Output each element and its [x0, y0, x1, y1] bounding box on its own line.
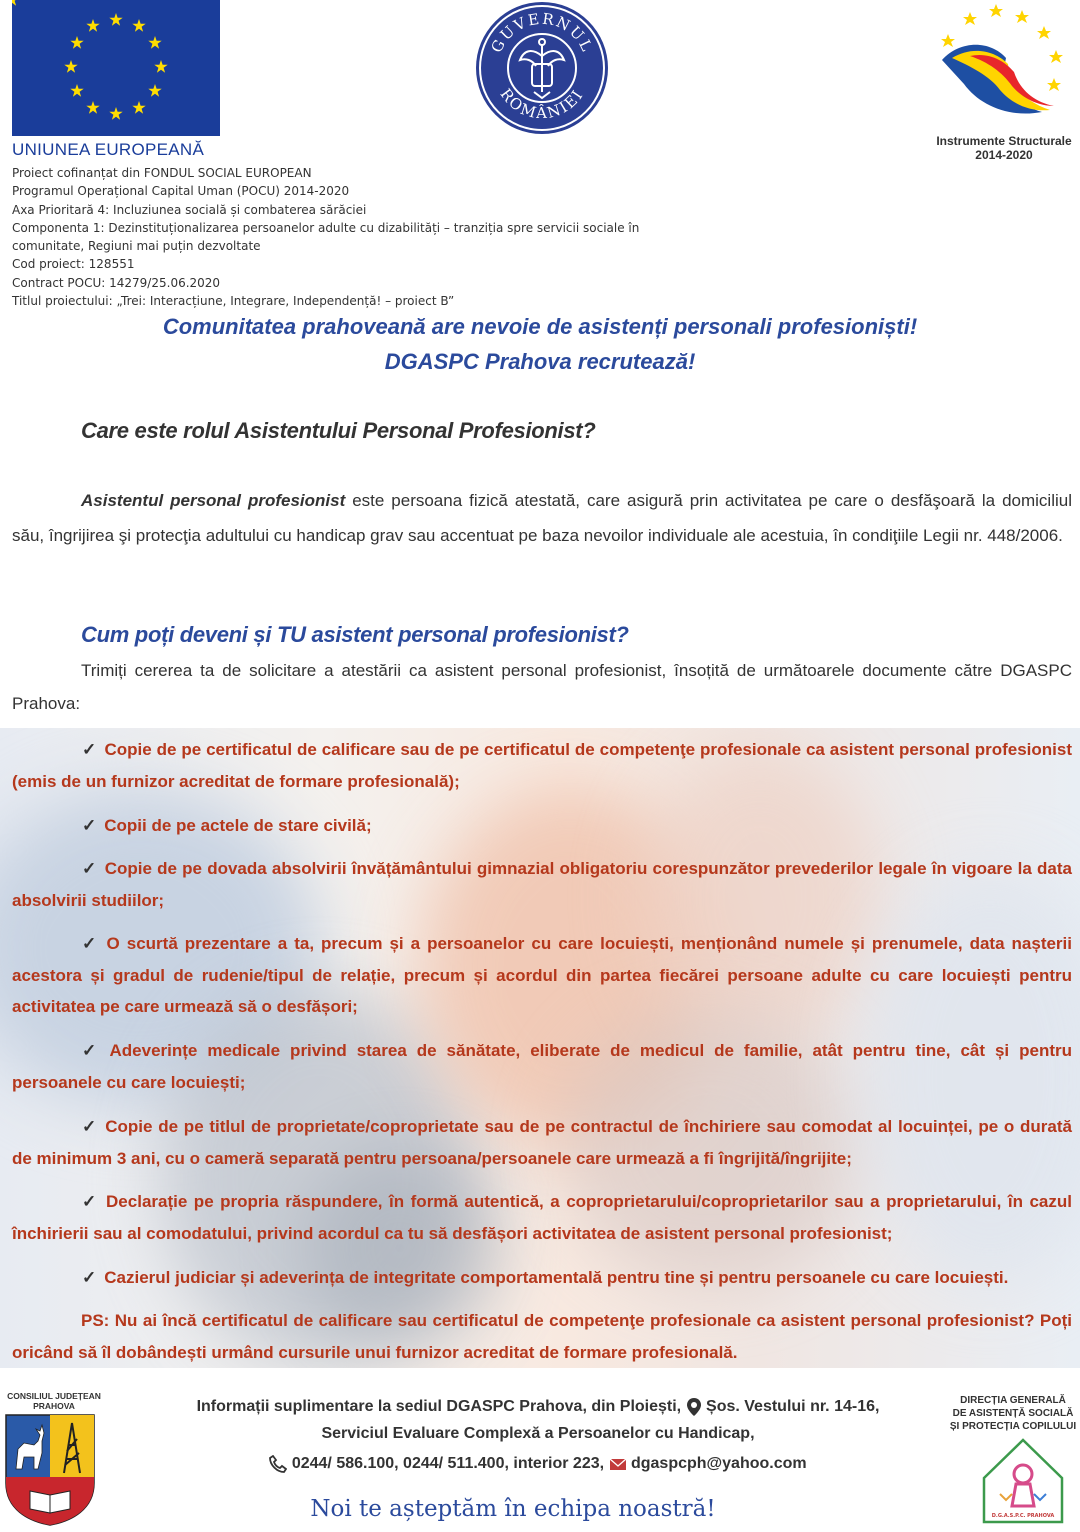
instrumente-structurale-label	[928, 134, 1080, 162]
document-text: Adeverințe medicale privind starea de sănătate, eliberate de medicul de familie, atât pentru tine, cât și pentru persoanele cu care locuiești;	[12, 1041, 1073, 1092]
role-paragraph	[12, 483, 1072, 553]
document-text: O scurtă prezentare a ta, precum și a persoanelor cu care locuiești, menționând numele și prenumele, data nașterii acestora și gradul de rudenie/tipul de relație, precum și acordul din partea fiecărei persoane adulte cu care locuiești pentru activitatea pe care urmează să o desfășori;	[12, 934, 1072, 1016]
dgaspc-label-line: DIRECȚIA GENERALĂ	[960, 1395, 1066, 1406]
seal-top-text: GUVERNUL	[487, 9, 597, 56]
document-item	[12, 853, 1072, 916]
document-item	[12, 928, 1072, 1023]
phone-numbers: 0244/ 586.100, 0244/ 511.400, interior 223,	[291, 1455, 605, 1473]
role-term: Asistentul personal profesionist	[81, 491, 346, 510]
dgaspc-label-line: DE ASISTENȚĂ SOCIALĂ	[952, 1408, 1074, 1419]
dgaspc-house-logo-icon	[978, 1434, 1068, 1526]
checkmark-icon: ✓	[82, 816, 97, 835]
instrumente-label-years: 2014-2020	[975, 148, 1033, 162]
county-council-line: CONSILIUL JUDEȚEAN	[7, 1391, 101, 1401]
seal-bottom-text: ROMÂNIEI	[496, 85, 588, 123]
document-item	[12, 734, 1072, 797]
project-info	[12, 164, 652, 310]
dgaspc-label	[946, 1394, 1080, 1433]
footer-contact-line	[100, 1455, 976, 1473]
project-line: Axa Prioritară 4: Incluziunea socială și combaterea sărăciei	[12, 202, 367, 217]
checkmark-icon: ✓	[82, 1192, 99, 1211]
info-prefix: Informații suplimentare la sediul DGASPC Prahova, din Ploiești,	[196, 1398, 682, 1416]
email-icon	[609, 1457, 627, 1471]
document-item	[12, 1035, 1072, 1098]
document-item	[12, 1186, 1072, 1249]
dgaspc-logo	[978, 1434, 1068, 1526]
project-line: Proiect cofinanțat din FONDUL SOCIAL EUROPEAN	[12, 166, 312, 180]
eu-label: UNIUNEA EUROPEANĂ	[12, 140, 205, 159]
county-council-label	[4, 1391, 104, 1411]
document-text: Copie de pe certificatul de calificare sau de pe certificatul de competenţe profesionale ca asistent personal profesionist (emis de un furnizor acreditat de formare profesională);	[12, 740, 1072, 791]
how-intro: Trimiți cererea ta de solicitare a atestării ca asistent personal profesionist, însoțită de următoarele documente către DGASPC Prahova:	[12, 661, 1072, 713]
role-description: este persoana fizică atestată, care asigură prin activitatea pe care o desfăşoară la domiciliul său, îngrijirea şi protecţia adultului cu handicap grav sau accentuat pe baza nevoilor individuale ale acestuia, în condiţiile Legii nr. 448/2006.	[12, 491, 1072, 545]
government-seal	[474, 0, 610, 136]
checkmark-icon: ✓	[82, 934, 99, 953]
county-council-name: PRAHOVA	[33, 1401, 75, 1411]
phone-icon	[269, 1455, 287, 1473]
county-coat-of-arms	[2, 1413, 98, 1527]
project-line: Titlul proiectului: „Trei: Interacțiune, Integrare, Independență! – proiect B”	[12, 294, 455, 309]
location-pin-icon	[686, 1397, 702, 1417]
romanian-coat-of-arms-icon	[474, 0, 610, 136]
dgaspc-logo-text: D.G.A.S.P.C. PRAHOVA	[991, 1513, 1055, 1519]
document-text: Cazierul judiciar și adeverința de integritate comportamentală pentru tine și pentru persoanele cu care locuiești.	[104, 1268, 1009, 1287]
eu-flag-logo	[12, 0, 220, 136]
document-item	[12, 1111, 1072, 1174]
checkmark-icon: ✓	[82, 1268, 97, 1287]
document-item	[12, 810, 1072, 842]
document-text: Declarație pe propria răspundere, în formă autentică, a coproprietarului/coproprietarilor sau a proprietarului, în cazul închirierii sau al comodatului, privind acordul ca tu să desfășori activitatea de asistent personal profesionist;	[12, 1192, 1072, 1243]
project-line: Contract POCU: 14279/25.06.2020	[12, 275, 221, 290]
document-item	[12, 1262, 1072, 1294]
question-how: Cum poți deveni și TU asistent personal profesionist?	[81, 622, 629, 647]
project-line: Programul Operațional Capital Uman (POCU) 2014-2020	[12, 184, 350, 199]
project-line: comunitate, Regiuni mai puțin dezvoltate	[12, 239, 261, 254]
headline-line-1: Comunitatea prahoveană are nevoie de asistenți personali profesioniști!	[162, 314, 918, 339]
question-role: Care este rolul Asistentului Personal Profesionist?	[81, 418, 596, 443]
instrumente-structurale-logo	[930, 0, 1078, 128]
checkmark-icon: ✓	[82, 1041, 102, 1060]
footer-service-line: Serviciul Evaluare Complexă a Persoanelor cu Handicap,	[321, 1425, 755, 1442]
eu-stars-icon	[12, 0, 220, 136]
county-coat-of-arms-icon	[2, 1413, 98, 1527]
address: Șos. Vestului nr. 14-16,	[706, 1398, 880, 1416]
ps-note	[12, 1305, 1072, 1369]
checkmark-icon: ✓	[82, 859, 97, 878]
document-text: Copie de pe dovada absolvirii învățământului gimnazial obligatoriu corespunzător prevederilor legale în vigoare la data absolvirii studiilor;	[12, 859, 1072, 910]
instrumente-structurale-logo-icon	[930, 0, 1078, 128]
checkmark-icon: ✓	[82, 1117, 98, 1136]
dgaspc-label-line: ȘI PROTECȚIA COPILULUI	[949, 1421, 1077, 1432]
email-address[interactable]: dgaspcph@yahoo.com	[630, 1455, 807, 1473]
project-line: Cod proiect: 128551	[12, 257, 135, 272]
checkmark-icon: ✓	[82, 740, 97, 759]
ps-label: PS:	[81, 1311, 110, 1330]
footer-info-line	[100, 1397, 976, 1417]
instrumente-label-line: Instrumente Structurale	[936, 134, 1072, 148]
project-line: Componenta 1: Dezinstituționalizarea persoanelor adulte cu dizabilități – tranziția spre servicii sociale în	[12, 220, 640, 235]
document-text: Copii de pe actele de stare civilă;	[104, 816, 372, 835]
ps-text: Nu ai încă certificatul de calificare sau certificatul de competenţe profesionale ca asistent personal profesionist? Poți oricând să îl dobândești urmând cursurile unui furnizor acreditat de formare profesională.	[12, 1311, 1072, 1362]
footer-motto: Noi te așteptăm în echipa noastră!	[310, 1496, 716, 1522]
headline-line-2: DGASPC Prahova recrutează!	[384, 349, 696, 374]
document-text: Copie de pe titlul de proprietate/coproprietate sau de pe contractul de închiriere sau comodat al locuinței, pe o durată de minimum 3 ani, cu o cameră separată pentru persoana/persoanele care urmează a fi îngrijită/îngrijite;	[12, 1117, 1072, 1168]
